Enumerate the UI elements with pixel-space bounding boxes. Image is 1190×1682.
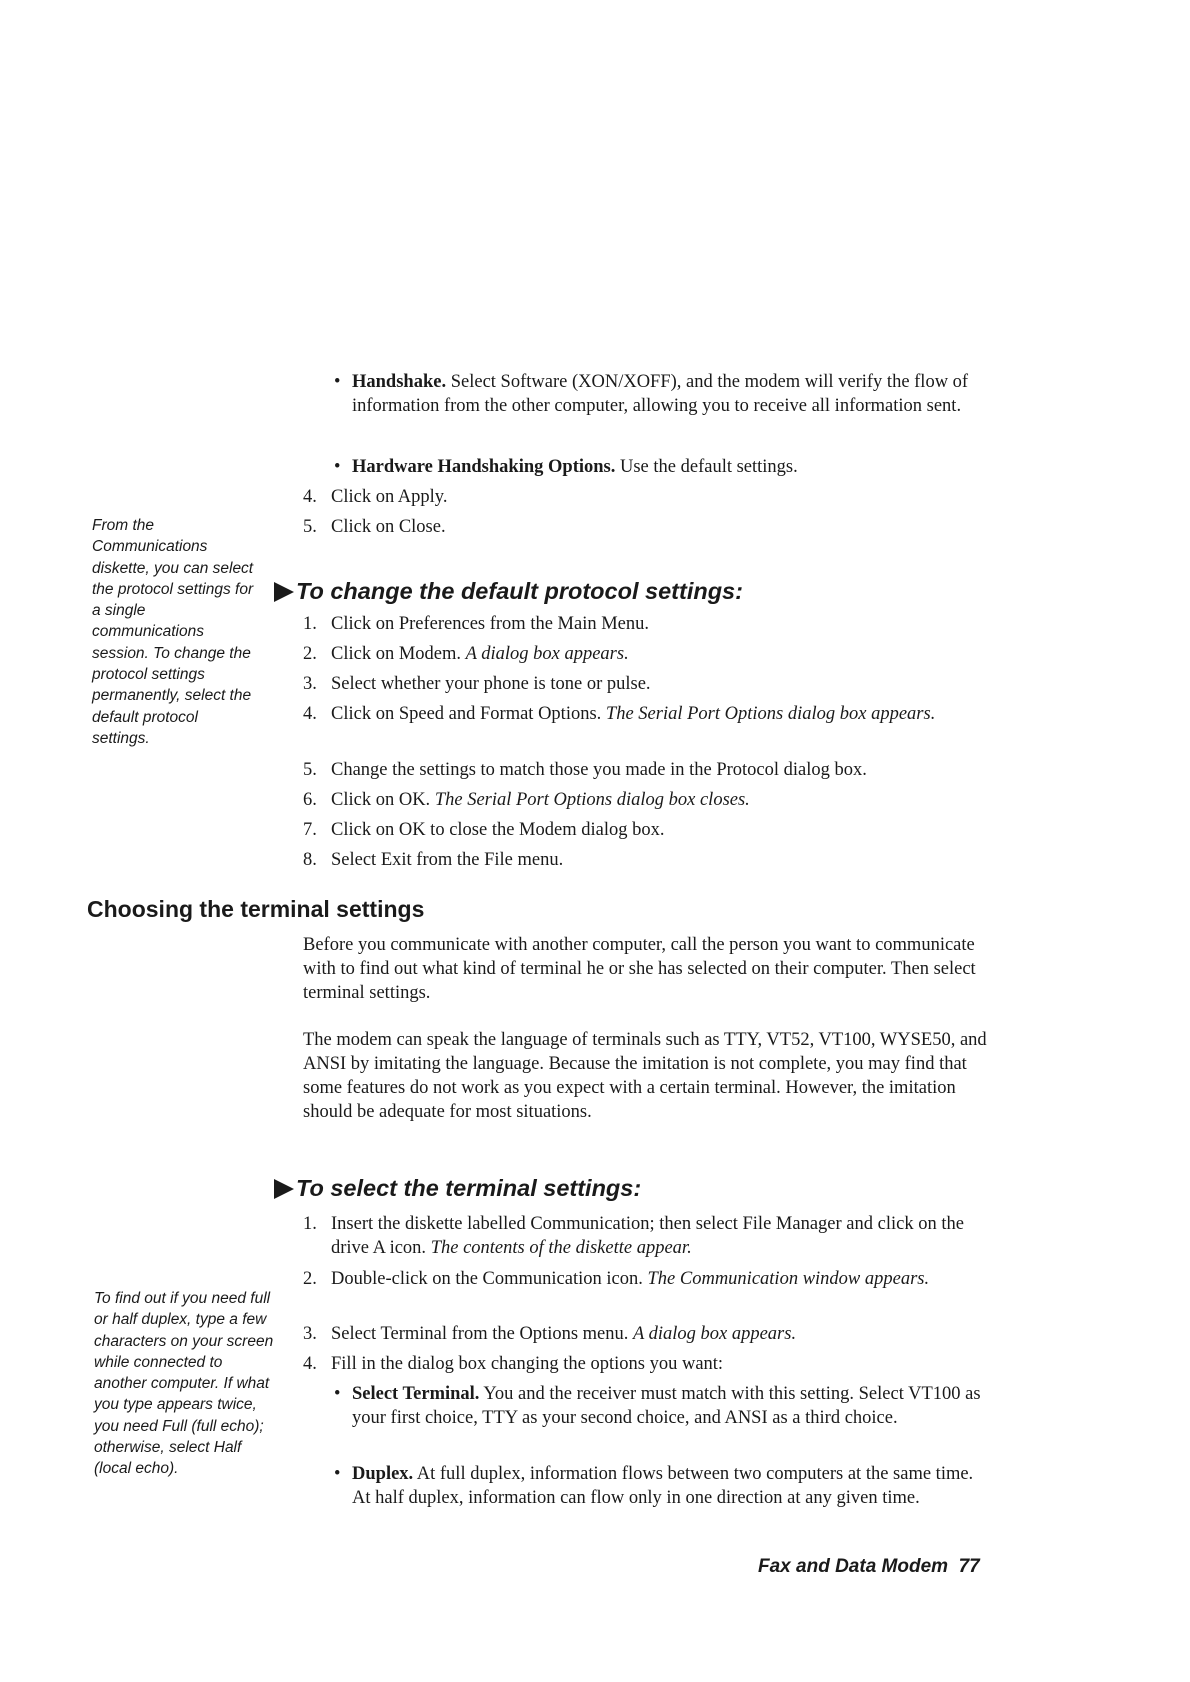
footer-title: Fax and Data Modem — [758, 1556, 949, 1577]
procedure-title-protocol — [274, 578, 743, 605]
step-text: Click on Apply. — [331, 487, 448, 507]
bullet-text: Use the default settings. — [615, 457, 798, 477]
bullet-lead: Duplex. — [352, 1464, 414, 1484]
protocol-step-1 — [303, 612, 993, 636]
step-number: 3. — [303, 674, 317, 694]
step-note: A dialog box appears. — [633, 1324, 797, 1344]
step-number: 3. — [303, 1324, 317, 1344]
bullet-handshake — [334, 370, 984, 418]
bullet-hardware-handshaking — [334, 455, 992, 479]
bullet-dot: • — [334, 457, 341, 477]
step-text: Select whether your phone is tone or pulse. — [331, 674, 651, 694]
arrow-right-icon — [274, 582, 294, 602]
protocol-step-4 — [303, 702, 993, 726]
bullet-text: You and the receiver must match with this setting. Select VT100 as your first choice, TTY as your second choice, and ANSI as a third choice. — [352, 1384, 981, 1428]
page-number: 77 — [958, 1556, 980, 1577]
step-note: The contents of the diskette appear. — [430, 1238, 692, 1258]
step-text: Click on Speed and Format Options. — [331, 704, 606, 724]
bullet-text: At full duplex, information flows between two computers at the same time. At half duplex, information can flow only in one direction at any given time. — [352, 1464, 974, 1508]
bullet-lead: Select Terminal. — [352, 1384, 480, 1404]
step-text: Insert the diskette labelled Communication; then select File Manager and click on the drive A icon. — [331, 1214, 964, 1258]
terminal-step-3 — [303, 1322, 993, 1346]
section-paragraph-2: The modem can speak the language of terminals such as TTY, VT52, VT100, WYSE50, and ANSI by imitating the language. Because the imitation is not complete, you may find that some features do not work as you expect with a certain terminal. However, the imitation should be adequate for most situations. — [303, 1030, 987, 1122]
step-text: Fill in the dialog box changing the options you want: — [331, 1354, 724, 1374]
bullet-lead: Handshake. — [352, 372, 447, 392]
bullet-lead: Hardware Handshaking Options. — [352, 457, 616, 477]
step-note: The Communication window appears. — [647, 1269, 930, 1289]
procedure-title-text: To select the terminal settings: — [296, 1175, 642, 1201]
step-text: Double-click on the Communication icon. — [331, 1269, 648, 1289]
step-5-close — [303, 515, 993, 539]
bullet-duplex — [334, 1462, 992, 1510]
section-heading: Choosing the terminal settings — [87, 896, 425, 922]
protocol-step-7 — [303, 818, 993, 842]
step-text: Select Terminal from the Options menu. — [331, 1324, 634, 1344]
bullet-dot: • — [334, 372, 341, 392]
terminal-step-2 — [303, 1267, 993, 1291]
terminal-step-1 — [303, 1212, 993, 1260]
sidenote-protocol: From the Communications diskette, you can select the protocol settings for a single communications session. To change the protocol settings permanently, select the default protocol settings. — [92, 517, 254, 747]
step-number: 8. — [303, 850, 317, 870]
step-number: 5. — [303, 517, 317, 537]
step-text: Change the settings to match those you made in the Protocol dialog box. — [331, 760, 867, 780]
step-text: Click on Preferences from the Main Menu. — [331, 614, 650, 634]
step-note: The Serial Port Options dialog box closes. — [434, 790, 750, 810]
step-4-apply — [303, 485, 993, 509]
protocol-step-6 — [303, 788, 993, 812]
bullet-select-terminal — [334, 1382, 992, 1430]
step-number: 2. — [303, 644, 317, 664]
protocol-step-5 — [303, 758, 993, 782]
section-paragraph-1: Before you communicate with another computer, call the person you want to communicate with to find out what kind of terminal he or she has selected on their computer. Then select terminal settings. — [303, 935, 976, 1003]
step-text: Click on Modem. — [331, 644, 466, 664]
step-text: Select Exit from the File menu. — [331, 850, 564, 870]
step-number: 1. — [303, 614, 317, 634]
step-number: 4. — [303, 487, 317, 507]
procedure-title-text: To change the default protocol settings: — [296, 578, 743, 604]
step-number: 4. — [303, 704, 317, 724]
step-text: Click on Close. — [331, 517, 446, 537]
sidenote-duplex: To find out if you need full or half duplex, type a few characters on your screen while connected to another computer. If what you type appears twice, you need Full (full echo); otherwise, select Half (local echo). — [94, 1290, 274, 1478]
protocol-step-3 — [303, 672, 993, 696]
procedure-title-terminal — [274, 1175, 641, 1202]
page-footer — [758, 1556, 980, 1578]
step-note: The Serial Port Options dialog box appears. — [605, 704, 936, 724]
arrow-right-icon — [274, 1179, 294, 1199]
step-text: Click on OK. — [331, 790, 435, 810]
bullet-dot: • — [334, 1384, 341, 1404]
step-number: 5. — [303, 760, 317, 780]
protocol-step-2 — [303, 642, 993, 666]
step-number: 7. — [303, 820, 317, 840]
step-note: A dialog box appears. — [465, 644, 629, 664]
step-number: 4. — [303, 1354, 317, 1374]
step-number: 6. — [303, 790, 317, 810]
step-number: 1. — [303, 1214, 317, 1234]
step-number: 2. — [303, 1269, 317, 1289]
bullet-dot: • — [334, 1464, 341, 1484]
terminal-step-4 — [303, 1352, 993, 1376]
step-text: Click on OK to close the Modem dialog box. — [331, 820, 665, 840]
protocol-step-8 — [303, 848, 993, 872]
bullet-text: Select Software (XON/XOFF), and the modem will verify the flow of information from the other computer, allowing you to receive all information sent. — [352, 372, 969, 416]
